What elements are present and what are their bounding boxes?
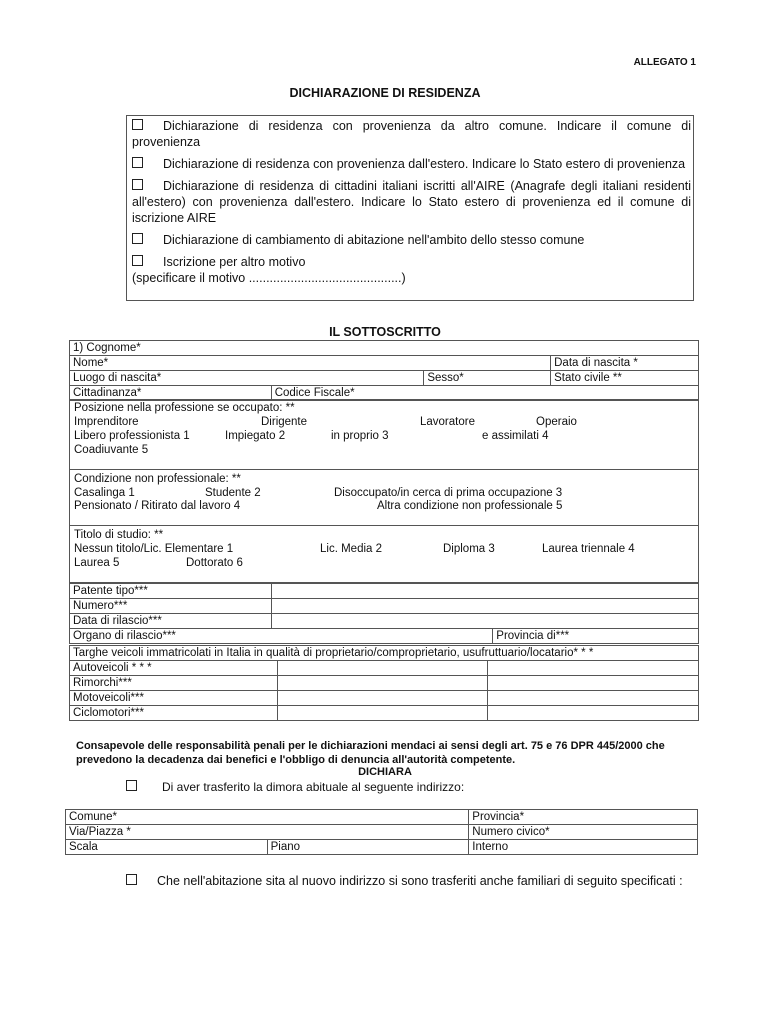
targa-input[interactable] — [277, 661, 488, 676]
targa-input[interactable] — [488, 706, 699, 721]
piano-field[interactable]: Piano — [267, 840, 469, 855]
targa-input[interactable] — [488, 676, 699, 691]
option-impiegato[interactable]: Impiegato 2 — [225, 430, 286, 442]
sottoscritto-heading: IL SOTTOSCRITTO — [329, 325, 441, 339]
page-title: DICHIARAZIONE DI RESIDENZA — [289, 86, 481, 100]
comune-field[interactable]: Comune* — [66, 810, 469, 825]
patente-tipo-label: Patente tipo*** — [70, 584, 272, 599]
checkbox[interactable] — [126, 874, 137, 885]
checkbox[interactable] — [126, 780, 137, 791]
provincia-rilascio-field[interactable]: Provincia di*** — [493, 629, 699, 644]
patente-data-input[interactable] — [271, 614, 698, 629]
stato-civile-field[interactable]: Stato civile ** — [551, 371, 699, 386]
options-box — [126, 115, 694, 301]
targhe-table — [69, 645, 699, 721]
option-estero: Dichiarazione di residenza con provenienza dall'estero. Indicare lo Stato estero di provenienza — [132, 156, 691, 172]
option-disoccupato[interactable]: Disoccupato/in cerca di prima occupazione 3 — [334, 487, 563, 499]
option-libero-professionista[interactable]: Libero professionista 1 — [74, 430, 190, 442]
civico-field[interactable]: Numero civico* — [469, 825, 698, 840]
table-row — [70, 706, 699, 721]
patente-data-label: Data di rilascio*** — [70, 614, 272, 629]
checkbox[interactable] — [132, 233, 143, 244]
indirizzo-table — [65, 809, 698, 855]
professione-heading: Posizione nella professione se occupato: ** — [74, 402, 295, 414]
consapevole-statement: Consapevole delle responsabilità penali per le dichiarazioni mendaci ai sensi degli art. 75 e 76 DPR 445/2000 che prevedono la decadenza dai benefici e l'obbligo di denuncia all'autorità competente. — [76, 740, 665, 766]
allegato-label: ALLEGATO 1 — [633, 57, 696, 68]
checkbox[interactable] — [132, 255, 143, 266]
option-studente[interactable]: Studente 2 — [205, 487, 261, 499]
patente-table — [69, 583, 699, 644]
cittadinanza-field[interactable]: Cittadinanza* — [70, 386, 272, 401]
codice-fiscale-field[interactable]: Codice Fiscale* — [271, 386, 698, 401]
option-lavoratore[interactable]: Lavoratore — [420, 416, 475, 428]
option-imprenditore[interactable]: Imprenditore — [74, 416, 139, 428]
sesso-field[interactable]: Sesso* — [424, 371, 551, 386]
personal-table — [69, 340, 699, 401]
targa-input[interactable] — [277, 691, 488, 706]
organo-rilascio-field[interactable]: Organo di rilascio*** — [70, 629, 493, 644]
option-coadiuvante[interactable]: Coadiuvante 5 — [74, 444, 149, 456]
professione-section — [69, 399, 699, 470]
option-stesso-comune: Dichiarazione di cambiamento di abitazione nell'ambito dello stesso comune — [132, 232, 691, 248]
option-diploma[interactable]: Diploma 3 — [443, 543, 495, 555]
rimorchi-label: Rimorchi*** — [70, 676, 278, 691]
option-assimilati[interactable]: e assimilati 4 — [482, 430, 549, 442]
dichiara-heading: DICHIARA — [358, 766, 412, 778]
checkbox[interactable] — [132, 157, 143, 168]
targa-input[interactable] — [277, 676, 488, 691]
luogo-nascita-field[interactable]: Luogo di nascita* — [70, 371, 424, 386]
option-altro-motivo: Iscrizione per altro motivo (specificare il motivo ............................................) — [132, 255, 406, 285]
data-nascita-field[interactable]: Data di nascita * — [551, 356, 699, 371]
option-operaio[interactable]: Operaio — [536, 416, 577, 428]
ciclomotori-label: Ciclomotori*** — [70, 706, 278, 721]
option-aire: Dichiarazione di residenza di cittadini italiani iscritti all'AIRE (Anagrafe degli italiani residenti all'estero) con provenienza dall'estero. Indicare lo Stato estero di provenienza ed il comune di iscrizione AIRE — [132, 179, 691, 225]
dimora-option: Di aver trasferito la dimora abituale al seguente indirizzo: — [126, 780, 464, 794]
autoveicoli-label: Autoveicoli * * * — [70, 661, 278, 676]
table-row — [70, 676, 699, 691]
via-field[interactable]: Via/Piazza * — [66, 825, 469, 840]
studio-heading: Titolo di studio: ** — [74, 529, 164, 541]
option-pensionato[interactable]: Pensionato / Ritirato dal lavoro 4 — [74, 500, 241, 512]
motoveicoli-label: Motoveicoli*** — [70, 691, 278, 706]
scala-field[interactable]: Scala — [66, 840, 268, 855]
titolo-studio-section — [69, 525, 699, 583]
interno-field[interactable]: Interno — [469, 840, 698, 855]
targa-input[interactable] — [488, 691, 699, 706]
table-row — [70, 691, 699, 706]
option-altro-comune: Dichiarazione di residenza con provenienza da altro comune. Indicare il comune di provenienza — [132, 119, 691, 149]
patente-numero-label: Numero*** — [70, 599, 272, 614]
option-nessun-titolo[interactable]: Nessun titolo/Lic. Elementare 1 — [74, 543, 234, 555]
non-prof-heading: Condizione non professionale: ** — [74, 473, 241, 485]
checkbox[interactable] — [132, 119, 143, 130]
option-dottorato[interactable]: Dottorato 6 — [186, 557, 243, 569]
non-professionale-section — [69, 469, 699, 526]
option-laurea-triennale[interactable]: Laurea triennale 4 — [542, 543, 635, 555]
option-lic-media[interactable]: Lic. Media 2 — [320, 543, 383, 555]
cognome-field[interactable]: 1) Cognome* — [70, 341, 699, 356]
provincia-field[interactable]: Provincia* — [469, 810, 698, 825]
table-row — [70, 661, 699, 676]
patente-tipo-input[interactable] — [271, 584, 698, 599]
checkbox[interactable] — [132, 179, 143, 190]
nome-field[interactable]: Nome* — [70, 356, 551, 371]
option-in-proprio[interactable]: in proprio 3 — [331, 430, 389, 442]
option-altra-condizione[interactable]: Altra condizione non professionale 5 — [377, 500, 563, 512]
targa-input[interactable] — [277, 706, 488, 721]
option-dirigente[interactable]: Dirigente — [261, 416, 308, 428]
patente-numero-input[interactable] — [271, 599, 698, 614]
option-casalinga[interactable]: Casalinga 1 — [74, 487, 135, 499]
targhe-heading: Targhe veicoli immatricolati in Italia in qualità di proprietario/comproprietario, usufruttuario/locatario* * * — [70, 646, 699, 661]
targa-input[interactable] — [488, 661, 699, 676]
option-laurea[interactable]: Laurea 5 — [74, 557, 120, 569]
familiari-option: Che nell'abitazione sita al nuovo indirizzo si sono trasferiti anche familiari di seguito specificati : — [126, 873, 696, 889]
